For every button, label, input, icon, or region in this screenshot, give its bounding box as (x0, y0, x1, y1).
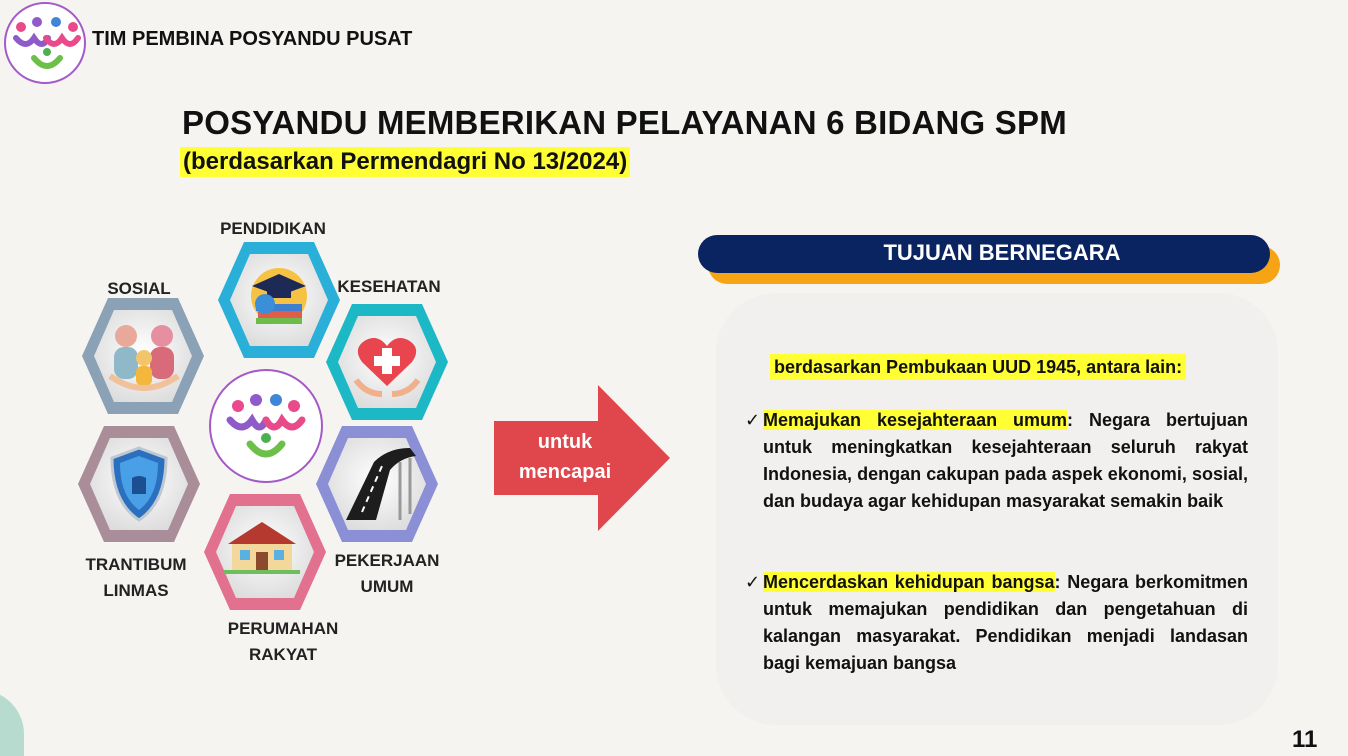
goal-item-text: : Negara berkomitmen untuk memajukan pendidikan dan pengetahuan di kalangan masyarakat. Pendidikan menjadi landasan bagi kemajuan bangsa (763, 572, 1248, 673)
label-kesehatan: KESEHATAN (337, 277, 441, 296)
label-pendidikan: PENDIDIKAN (220, 219, 326, 238)
goal-item-body (763, 407, 1248, 515)
posyandu-logo-icon (4, 2, 86, 84)
spm-hex-cluster (70, 219, 470, 664)
goal-item-body (763, 569, 1248, 677)
graduation-cap-icon (251, 268, 307, 324)
arrow-text-line2: mencapai (518, 461, 612, 483)
checkmark-icon: ✓ (745, 410, 761, 430)
goal-item (745, 407, 1248, 515)
label-perumahan-rakyat (208, 616, 358, 668)
org-name: TIM PEMBINA POSYANDU PUSAT (92, 28, 413, 50)
hex-sosial (82, 298, 204, 414)
arrow-text-line1: untuk (537, 431, 593, 453)
checkmark-icon: ✓ (745, 572, 761, 592)
goal-item-highlight: Memajukan kesejahteraan umum (763, 410, 1068, 430)
goal-item-highlight: Mencerdaskan kehidupan bangsa (763, 572, 1055, 592)
page-number: 11 (1292, 726, 1318, 753)
label-sosial: SOSIAL (107, 279, 171, 298)
goals-intro: berdasarkan Pembukaan UUD 1945, antara lain: (770, 354, 1186, 380)
hex-pendidikan (218, 242, 340, 358)
label-pekerjaan-line1: PEKERJAAN (334, 551, 440, 570)
hex-kesehatan (326, 304, 448, 420)
direction-arrow (494, 385, 674, 531)
hex-pekerjaan-umum (316, 426, 438, 542)
arrow-text (494, 427, 636, 487)
hex-perumahan (204, 494, 326, 610)
label-perumahan-line1: PERUMAHAN (227, 619, 339, 638)
label-trantibum-linmas (74, 552, 198, 604)
label-pekerjaan-umum (324, 548, 450, 600)
goal-item-text: : Negara bertujuan untuk meningkatkan kesejahteraan seluruh rakyat Indonesia, dengan cakupan pada aspek ekonomi, sosial, dan budaya agar kehidupan masyarakat semakin baik (763, 410, 1248, 511)
page-title: POSYANDU MEMBERIKAN PELAYANAN 6 BIDANG SPM (182, 104, 1067, 141)
page-subtitle: (berdasarkan Permendagri No 13/2024) (180, 147, 630, 177)
label-perumahan-line2: RAKYAT (248, 645, 317, 664)
goal-item (745, 569, 1248, 677)
hex-trantibum (78, 426, 200, 542)
center-logo (210, 370, 322, 482)
goals-banner: TUJUAN BERNEGARA (698, 235, 1270, 273)
label-pekerjaan-line2: UMUM (360, 577, 414, 596)
label-trantibum-line2: LINMAS (103, 581, 169, 600)
label-trantibum-line1: TRANTIBUM (85, 555, 187, 574)
corner-decoration (0, 690, 24, 756)
